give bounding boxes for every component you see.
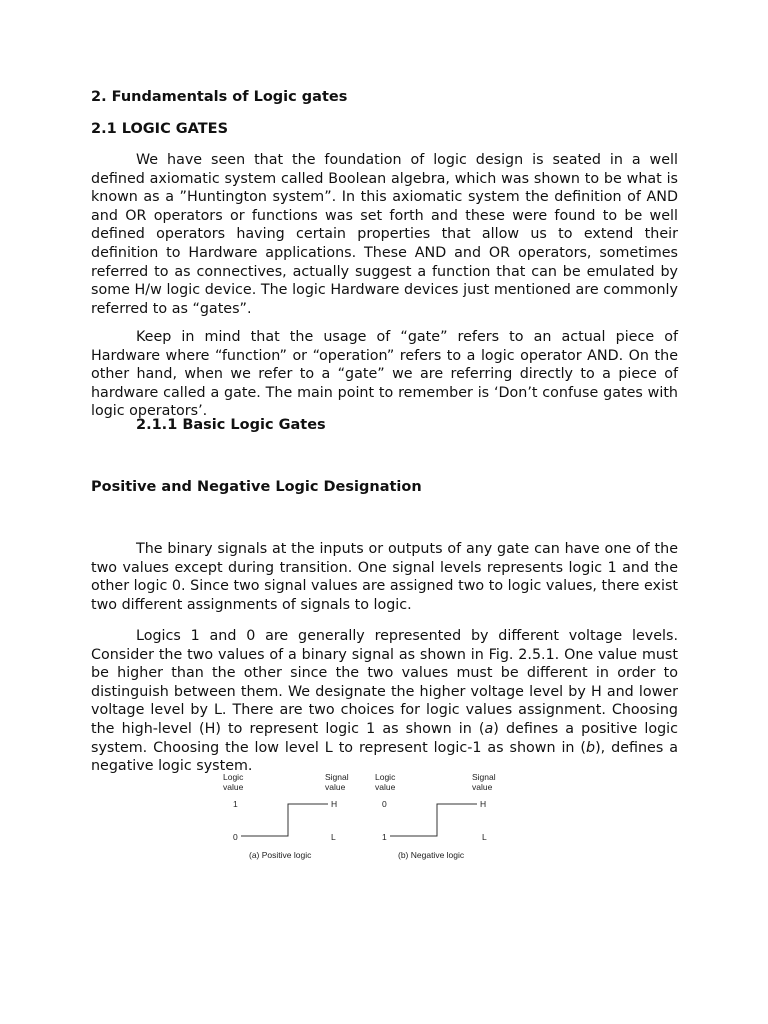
panel-a-signal-header-1: Signal bbox=[325, 772, 349, 782]
negative-logic-panel bbox=[375, 772, 496, 860]
para4-italic-b: b bbox=[586, 739, 596, 756]
panel-a-logic-header-2: value bbox=[223, 782, 244, 792]
logic-designation-diagram bbox=[218, 770, 508, 866]
section-title: 2. Fundamentals of Logic gates bbox=[91, 89, 348, 105]
para4-text-3: ), defines a negative logic system. bbox=[91, 739, 678, 775]
panel-a-low-logic-value: 0 bbox=[233, 832, 238, 842]
panel-b-high-logic-value: 0 bbox=[382, 799, 387, 809]
panel-b-caption: (b) Negative logic bbox=[398, 850, 465, 860]
para4-italic-a: a bbox=[484, 720, 494, 737]
panel-b-signal-header-2: value bbox=[472, 782, 493, 792]
para4-text-1: Logics 1 and 0 are generally represented by different voltage levels. Consider the two values of a binary signal as shown in Fig. 2.5.1. One value must be higher than the other since the two values must be different in order to distinguish between them. We designate the higher voltage level by H and lower voltage level by L. There are two choices for logic values assignment. Choosing the high-level (H) to represent logic 1 as shown in ( bbox=[91, 628, 678, 737]
panel-a-logic-header-1: Logic bbox=[223, 772, 244, 782]
designation-title: Positive and Negative Logic Designation bbox=[91, 479, 422, 495]
panel-b-low-signal-value: L bbox=[482, 832, 487, 842]
panel-a-high-signal-value: H bbox=[331, 799, 338, 809]
paragraph-binary-signals: The binary signals at the inputs or outputs of any gate can have one of the two values except during transition. One signal levels represents logic 1 and the other logic 0. Since two signal values are assigned two to logic values, there exist two different assignments of signals to logic. bbox=[91, 541, 678, 613]
paragraph-logic-voltage-levels bbox=[91, 627, 678, 776]
subsubsection-title: 2.1.1 Basic Logic Gates bbox=[136, 417, 326, 433]
panel-b-logic-header-1: Logic bbox=[375, 772, 396, 782]
panel-b-waveform bbox=[390, 804, 477, 836]
para4-text-2: ) defines a positive logic system. Choosing the low level L to represent logic-1 as shown in ( bbox=[91, 720, 678, 756]
paragraph-gate-vs-operator: Keep in mind that the usage of “gate” refers to an actual piece of Hardware where “function” or “operation” refers to a logic operator AND. On the other hand, when we refer to a “gate” we are referring directly to a piece of hardware called a gate. The main point to remember is ‘Don’t confuse gates with logic operators’. bbox=[91, 329, 678, 420]
subsection-title: 2.1 LOGIC GATES bbox=[91, 121, 229, 137]
panel-a-low-signal-value: L bbox=[331, 832, 336, 842]
paragraph-logic-gates-intro: We have seen that the foundation of logic design is seated in a well defined axiomatic system called Boolean algebra, which was shown to be what is known as a ”Huntington system”. In this axiomatic system the definition of AND and OR operators or functions was set forth and these were found to be well defined operators having certain properties that allow us to extend their definition to Hardware applications. These AND and OR operators, sometimes referred to as connectives, actually suggest a function that can be emulated by some H/w logic device. The logic Hardware devices just mentioned are commonly referred to as “gates”. bbox=[91, 152, 678, 317]
panel-b-logic-header-2: value bbox=[375, 782, 396, 792]
panel-b-signal-header-1: Signal bbox=[472, 772, 496, 782]
panel-a-waveform bbox=[241, 804, 328, 836]
positive-logic-panel bbox=[223, 772, 349, 860]
logic-designation-figure bbox=[218, 770, 508, 866]
panel-a-caption: (a) Positive logic bbox=[249, 850, 312, 860]
panel-b-high-signal-value: H bbox=[480, 799, 487, 809]
panel-a-signal-header-2: value bbox=[325, 782, 346, 792]
panel-b-low-logic-value: 1 bbox=[382, 832, 387, 842]
panel-a-high-logic-value: 1 bbox=[233, 799, 238, 809]
